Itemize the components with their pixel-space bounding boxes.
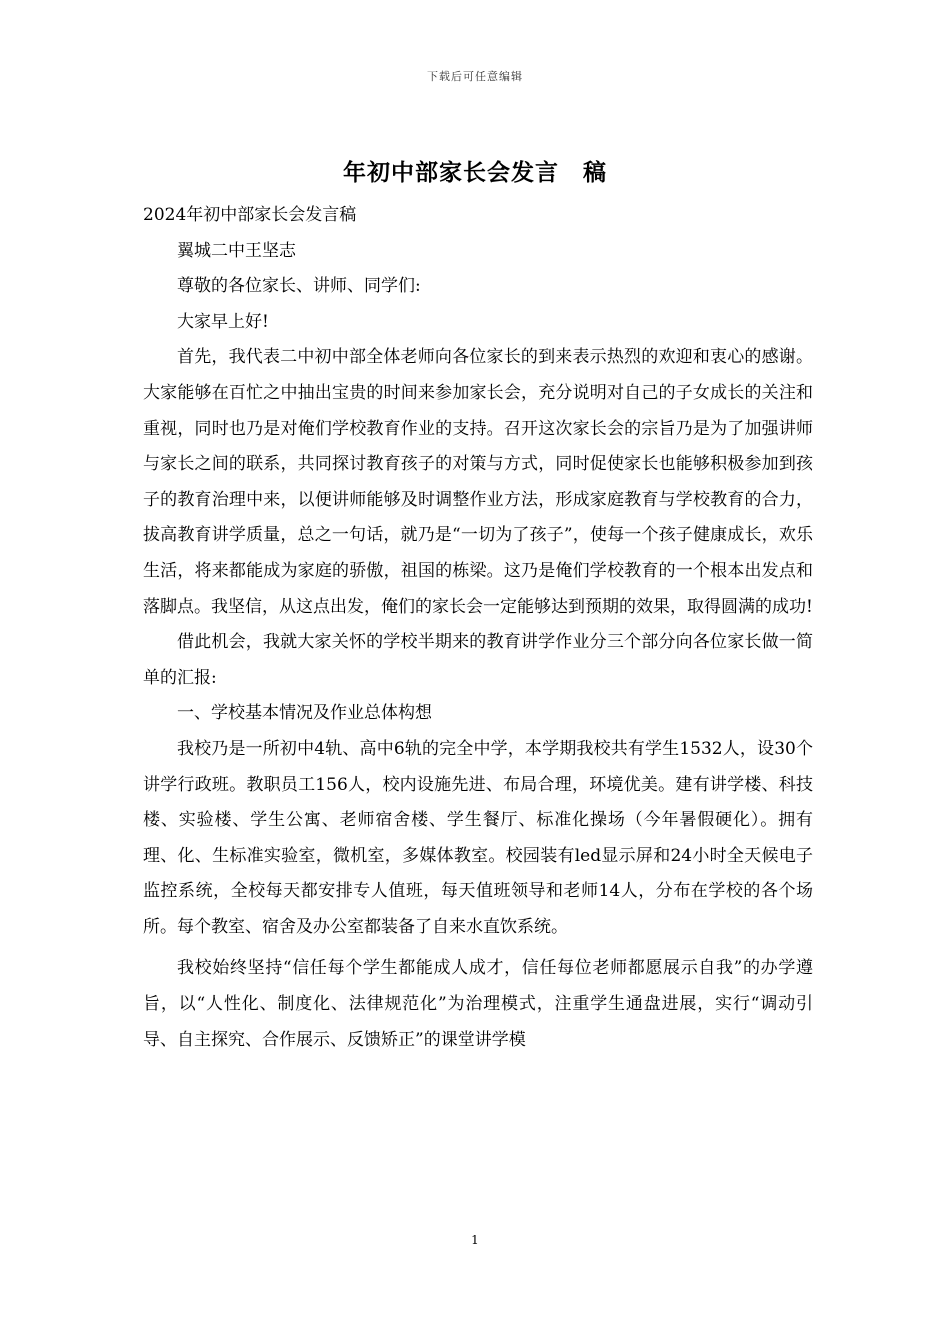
document-subtitle: 2024年初中部家长会发言稿 bbox=[143, 205, 357, 225]
paragraph-welcome: 首先，我代表二中初中部全体老师向各位家长的到来表示热烈的欢迎和衷心的感谢。大家能够在百忙之中抽出宝贵的时间来参加家长会，充分说明对自己的子女成长的关注和重视，同时也乃是对俺们学校教育作业的支持。召开这次家长会的宗旨乃是为了加强讲师与家长之间的联系，共同探讨教育孩子的对策与方式，同时促使家长也能够积极参加到孩子的教育治理中来，以便讲师能够及时调整作业方法，形成家庭教育与学校教育的合力，拔高教育讲学质量，总之一句话，就乃是“一切为了孩子”，使每一个孩子健康成长，欢乐生活，将来都能成为家庭的骄傲，祖国的栋梁。这乃是俺们学校教育的一个根本出发点和落脚点。我坚信，从这点出发，俺们的家长会一定能够达到预期的效果，取得圆满的成功! bbox=[143, 347, 813, 617]
page-header-note: 下载后可任意编辑 bbox=[427, 70, 523, 83]
author-line: 翼城二中王坚志 bbox=[177, 240, 296, 261]
document-title: 年初中部家长会发言 稿 bbox=[343, 159, 607, 186]
document-body bbox=[143, 198, 813, 1058]
paragraph-report-intro: 借此机会，我就大家关怀的学校半期来的教育讲学作业分三个部分向各位家长做一简单的汇报: bbox=[143, 632, 813, 688]
greeting: 大家早上好! bbox=[177, 311, 269, 332]
section-heading-1: 一、学校基本情况及作业总体构想 bbox=[177, 703, 432, 724]
salutation: 尊敬的各位家长、讲师、同学们: bbox=[177, 276, 421, 297]
paragraph-school-overview: 我校乃是一所初中4轨、高中6轨的完全中学，本学期我校共有学生1532人，设30个讲学行政班。教职员工156人，校内设施先进、布局合理，环境优美。建有讲学楼、科技楼、实验楼、学生公寓、老师宿舍楼、学生餐厅、标准化操场（今年暑假硬化）。拥有理、化、生标准实验室，微机室，多媒体教室。校园装有led显示屏和24小时全天候电子监控系统，全校每天都安排专人值班，每天值班领导和老师14人，分布在学校的各个场所。每个教室、宿舍及办公室都装备了自来水直饮系统。 bbox=[143, 738, 813, 937]
page-number: 1 bbox=[471, 1233, 479, 1247]
paragraph-school-philosophy: 我校始终坚持“信任每个学生都能成人成才，信任每位老师都愿展示自我”的办学遵旨，以“人性化、制度化、法律规范化”为治理模式，注重学生通盘进展，实行“调动引导、自主探究、合作展示、反馈矫正”的课堂讲学模 bbox=[143, 958, 813, 1050]
